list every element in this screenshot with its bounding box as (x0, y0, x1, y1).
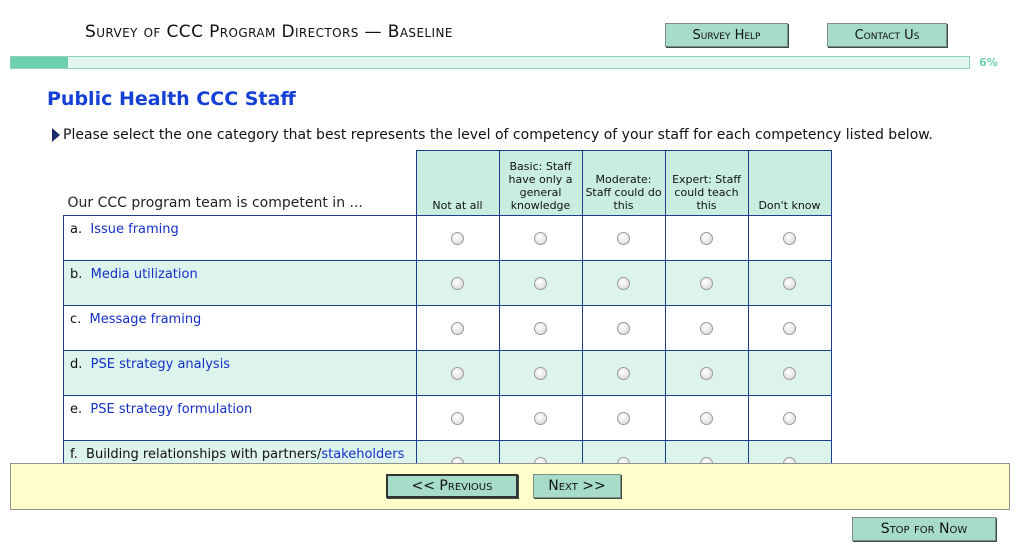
rating-radio[interactable] (617, 232, 630, 245)
rating-cell (499, 215, 582, 260)
rating-radio[interactable] (617, 367, 630, 380)
progress-bar (10, 56, 970, 69)
item-letter: a. (70, 221, 83, 237)
rating-radio[interactable] (617, 322, 630, 335)
table-row (64, 260, 832, 305)
rating-radio[interactable] (534, 367, 547, 380)
table-row (64, 215, 832, 260)
play-arrow-icon (52, 128, 60, 142)
rating-cell (499, 260, 582, 305)
item-letter: e. (70, 401, 83, 417)
column-header: Moderate: Staff could do this (582, 151, 665, 216)
competency-link[interactable]: Issue framing (90, 221, 179, 237)
rating-radio[interactable] (451, 322, 464, 335)
competency-grid (63, 150, 832, 486)
competency-link[interactable]: stakeholders (321, 446, 405, 462)
rating-radio[interactable] (700, 322, 713, 335)
rating-cell (665, 260, 748, 305)
instruction (52, 127, 933, 143)
contact-us-button[interactable]: Contact Us (827, 23, 947, 47)
rating-radio[interactable] (534, 412, 547, 425)
progress-percent: 6% (979, 56, 998, 69)
competency-label (64, 260, 417, 305)
stop-for-now-button[interactable]: Stop for Now (852, 517, 996, 541)
item-letter: d. (70, 356, 83, 372)
competency-link[interactable]: Media utilization (90, 266, 198, 282)
competency-label (64, 215, 417, 260)
item-letter: c. (70, 311, 82, 327)
table-row (64, 395, 832, 440)
instruction-text: Please select the one category that best represents the level of competency of your staff for each competency listed below. (63, 127, 933, 143)
rating-cell (416, 395, 499, 440)
rating-cell (665, 305, 748, 350)
rating-radio[interactable] (451, 412, 464, 425)
competency-label (64, 305, 417, 350)
rating-cell (582, 260, 665, 305)
rating-cell (416, 215, 499, 260)
rating-radio[interactable] (534, 232, 547, 245)
rating-cell (665, 395, 748, 440)
rating-radio[interactable] (700, 367, 713, 380)
column-header: Don't know (748, 151, 831, 216)
competency-link[interactable]: PSE strategy formulation (90, 401, 253, 417)
rating-radio[interactable] (451, 367, 464, 380)
competency-link[interactable]: PSE strategy analysis (90, 356, 231, 372)
column-header: Expert: Staff could teach this (665, 151, 748, 216)
section-title: Public Health CCC Staff (47, 88, 296, 110)
rating-cell (582, 305, 665, 350)
rating-cell (416, 350, 499, 395)
rating-radio[interactable] (700, 277, 713, 290)
rating-cell (499, 305, 582, 350)
rating-radio[interactable] (783, 322, 796, 335)
rating-radio[interactable] (617, 412, 630, 425)
previous-button[interactable]: << Previous (386, 474, 518, 498)
rating-radio[interactable] (783, 412, 796, 425)
table-row (64, 305, 832, 350)
competency-label (64, 350, 417, 395)
row-header: Our CCC program team is competent in ... (64, 151, 417, 216)
competency-label (64, 395, 417, 440)
progress-fill (11, 57, 68, 68)
survey-title: Survey of CCC Program Directors — Baseline (85, 22, 453, 42)
rating-radio[interactable] (783, 232, 796, 245)
rating-cell (748, 305, 831, 350)
rating-cell (665, 215, 748, 260)
navigation-bar (10, 463, 1010, 510)
item-text: Building relationships with partners/ (86, 446, 322, 462)
table-row (64, 350, 832, 395)
rating-radio[interactable] (783, 367, 796, 380)
rating-cell (582, 215, 665, 260)
rating-radio[interactable] (700, 412, 713, 425)
rating-cell (748, 395, 831, 440)
next-button[interactable]: Next >> (533, 474, 621, 498)
rating-radio[interactable] (700, 232, 713, 245)
rating-cell (665, 350, 748, 395)
rating-cell (748, 260, 831, 305)
rating-cell (582, 350, 665, 395)
item-letter: f. (70, 446, 78, 462)
rating-cell (748, 350, 831, 395)
rating-radio[interactable] (534, 322, 547, 335)
rating-cell (499, 350, 582, 395)
rating-cell (416, 305, 499, 350)
rating-cell (582, 395, 665, 440)
rating-cell (499, 395, 582, 440)
rating-cell (416, 260, 499, 305)
column-header: Basic: Staff have only a general knowledge (499, 151, 582, 216)
rating-radio[interactable] (783, 277, 796, 290)
rating-radio[interactable] (534, 277, 547, 290)
competency-link[interactable]: Message framing (89, 311, 202, 327)
survey-help-button[interactable]: Survey Help (665, 23, 788, 47)
item-letter: b. (70, 266, 83, 282)
rating-radio[interactable] (451, 277, 464, 290)
rating-cell (748, 215, 831, 260)
rating-radio[interactable] (617, 277, 630, 290)
column-header: Not at all (416, 151, 499, 216)
rating-radio[interactable] (451, 232, 464, 245)
